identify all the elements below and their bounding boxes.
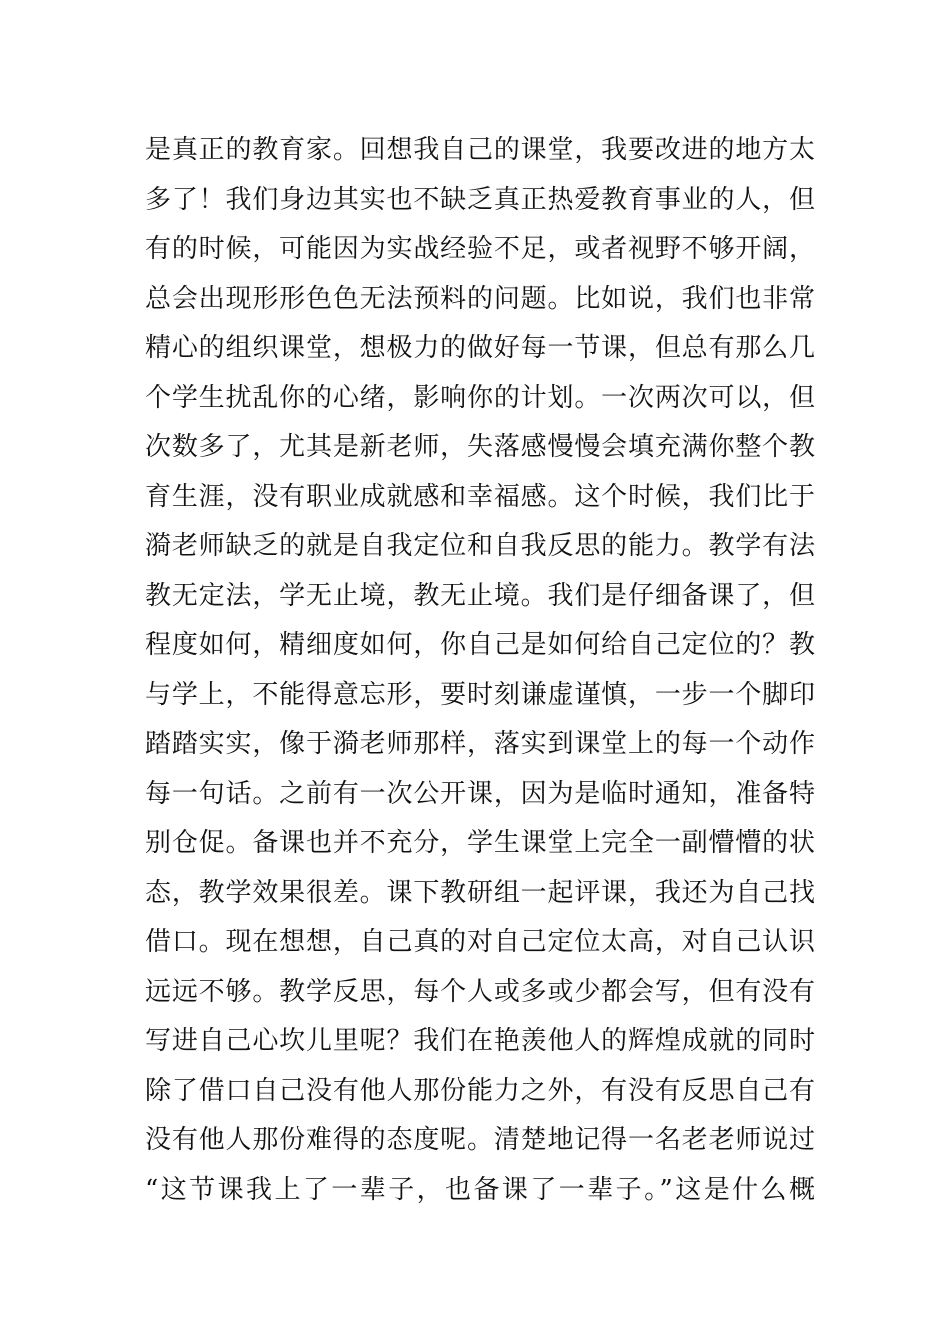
- body-text: [145, 126, 815, 1215]
- text-line: 有的时候，可能因为实战经验不足，或者视野不够开阔，: [145, 234, 815, 264]
- text-line: 精心的组织课堂，想极力的做好每一节课，但总有那么几: [145, 333, 815, 363]
- text-line: 远远不够。教学反思，每个人或多或少都会写，但有没有: [145, 976, 815, 1007]
- text-line: 个学生扰乱你的心绪，影响你的计划。一次两次可以，但: [145, 382, 815, 413]
- text-line: 踏踏实实，像于漪老师那样，落实到课堂上的每一个动作: [145, 729, 815, 759]
- text-line: 漪老师缺乏的就是自我定位和自我反思的能力。教学有法: [145, 531, 815, 561]
- text-line: 育生涯，没有职业成就感和幸福感。这个时候，我们比于: [145, 481, 815, 512]
- text-line: 写进自己心坎儿里呢？我们在艳羡他人的辉煌成就的同时: [145, 1026, 815, 1056]
- text-line: 态，教学效果很差。课下教研组一起评课，我还为自己找: [145, 877, 815, 908]
- text-line: 别仓促。备课也并不充分，学生课堂上完全一副懵懵的状: [145, 828, 815, 858]
- text-line: 是真正的教育家。回想我自己的课堂，我要改进的地方太: [145, 135, 815, 165]
- text-line: 多了！我们身边其实也不缺乏真正热爱教育事业的人，但: [145, 184, 815, 215]
- text-line: “这节课我上了一辈子，也备课了一辈子。”这是什么概: [145, 1174, 815, 1205]
- text-line: 每一句话。之前有一次公开课，因为是临时通知，准备特: [145, 778, 815, 809]
- text-line: 总会出现形形色色无法预料的问题。比如说，我们也非常: [145, 283, 815, 314]
- text-line: 次数多了，尤其是新老师，失落感慢慢会填充满你整个教: [145, 432, 815, 462]
- text-line: 程度如何，精细度如何，你自己是如何给自己定位的？教: [145, 630, 815, 660]
- text-line: 除了借口自己没有他人那份能力之外，有没有反思自己有: [145, 1075, 815, 1106]
- text-line: 与学上，不能得意忘形，要时刻谦虚谨慎，一步一个脚印: [145, 679, 815, 710]
- text-line: 没有他人那份难得的态度呢。清楚地记得一名老老师说过: [145, 1125, 815, 1155]
- text-line: 借口。现在想想，自己真的对自己定位太高，对自己认识: [145, 927, 815, 957]
- text-line: 教无定法，学无止境，教无止境。我们是仔细备课了，但: [145, 580, 815, 611]
